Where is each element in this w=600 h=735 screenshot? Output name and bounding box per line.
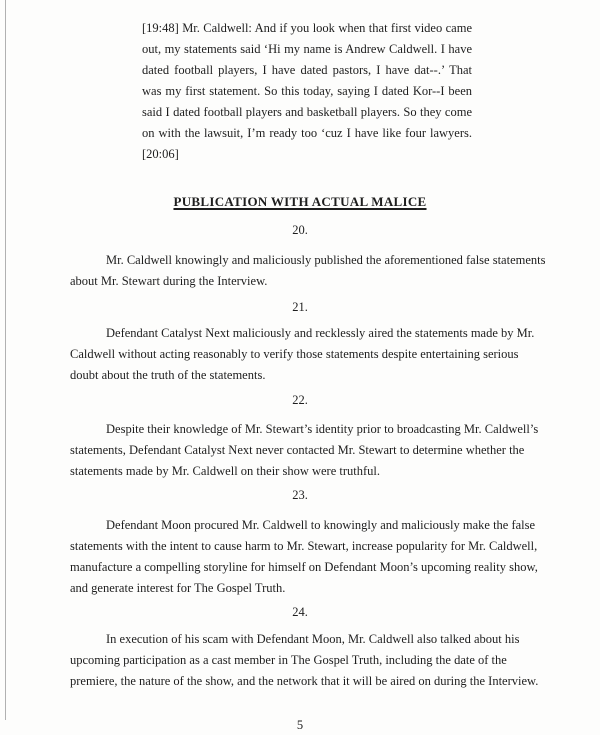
paragraph-text-22: Despite their knowledge of Mr. Stewart’s identity prior to broadcasting Mr. Caldwell’s statements, Defendant Catalyst Next never contacted Mr. Stewart to determine whether the statements made by Mr. Caldwell on their show were truthful. — [70, 422, 539, 478]
scan-edge-line — [5, 0, 6, 720]
paragraph-text-23: Defendant Moon procured Mr. Caldwell to knowingly and maliciously make the false statements with the intent to cause harm to Mr. Stewart, increase popularity for Mr. Caldwell, manufacture a compelling storyline for himself on Defendant Moon’s upcoming reality show, and generate interest for The Gospel Truth. — [70, 518, 538, 595]
paragraph-number-21: 21. — [292, 300, 308, 314]
paragraph-text-21: Defendant Catalyst Next maliciously and recklessly aired the statements made by Mr. Caldwell without acting reasonably to verify those statements despite entertaining serious doubt about the truth of the statements. — [70, 326, 535, 382]
transcript-quote: [19:48] Mr. Caldwell: And if you look when that first video came out, my statements said ‘Hi my name is Andrew Caldwell. I have dated football players, I have dated pastors, I have dat--.’ That was my first statement. So this today, saying I dated Kor--I been said I dated football players and basketball players. So they come on with the lawsuit, I’m ready too ‘cuz I have like four lawyers. [20:06] — [142, 21, 472, 161]
paragraph-number-20: 20. — [292, 223, 308, 237]
paragraph-number-22: 22. — [292, 393, 308, 407]
section-heading-text: PUBLICATION WITH ACTUAL MALICE — [173, 194, 427, 209]
page-number: 5 — [296, 718, 304, 732]
section-heading — [0, 191, 600, 212]
paragraph-number-23: 23. — [292, 488, 308, 502]
paragraph-text-20: Mr. Caldwell knowingly and maliciously published the aforementioned false statements about Mr. Stewart during the Interview. — [70, 253, 546, 288]
paragraph-number-24: 24. — [292, 605, 308, 619]
paragraph-text-24: In execution of his scam with Defendant Moon, Mr. Caldwell also talked about his upcoming participation as a cast member in The Gospel Truth, including the date of the premiere, the nature of the show, and the network that it will be aired on during the Interview. — [70, 632, 539, 688]
